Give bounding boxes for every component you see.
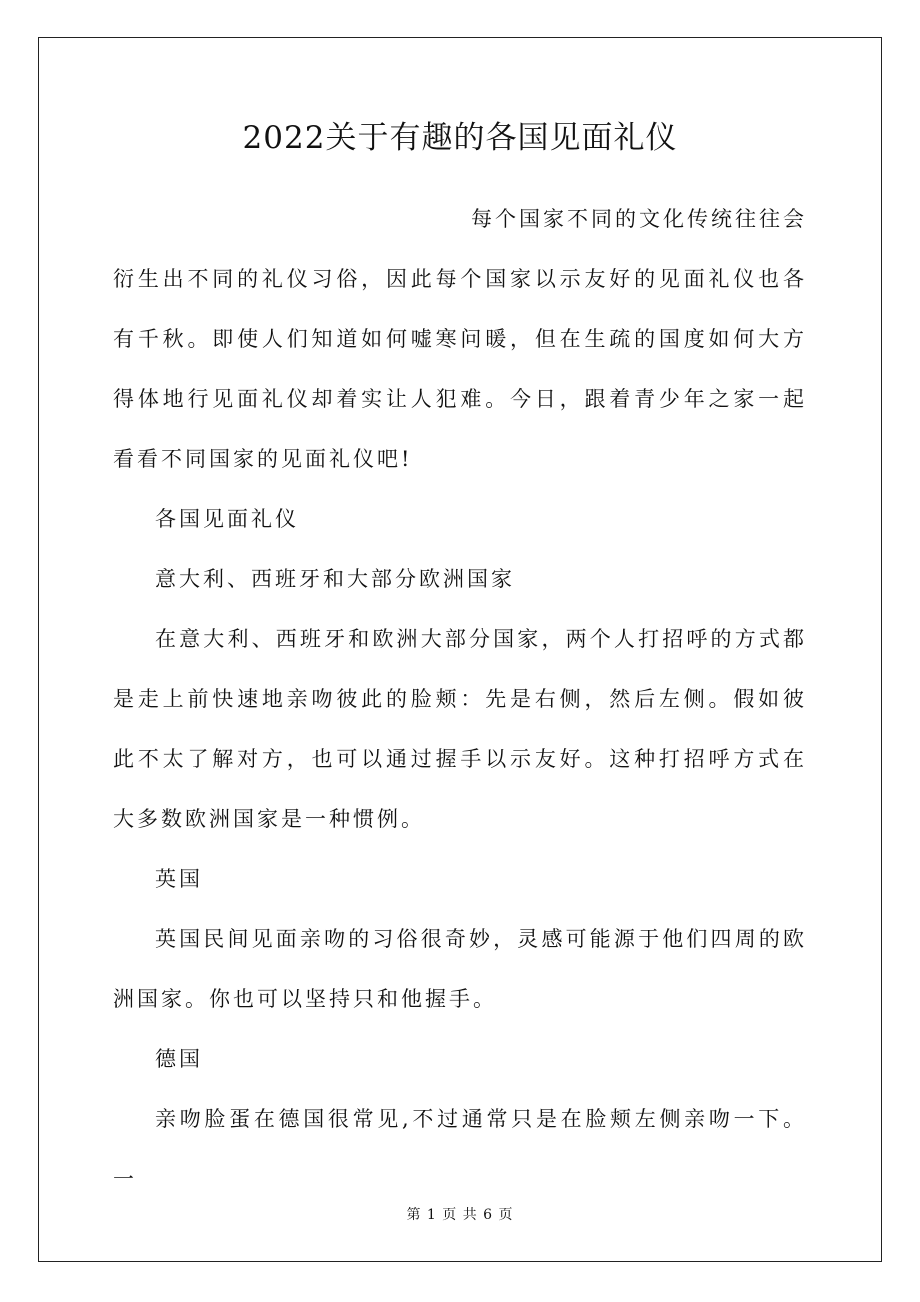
subheading-europe: 意大利、西班牙和大部分欧洲国家 <box>155 567 515 591</box>
section-heading: 各国见面礼仪 <box>155 507 299 531</box>
document-title: 2022关于有趣的各国见面礼仪 <box>242 120 678 156</box>
intro-rest: 衍生出不同的礼仪习俗，因此每个国家以示友好的见面礼仪也各有千秋。即使人们知道如何嘘寒问暖，但在生疏的国度如何大方得体地行见面礼仪却着实让人犯难。今日，跟着青少年之家一起看看不同国家的见面礼仪吧! <box>113 267 807 471</box>
page-footer: 第 1 页 共 6 页 <box>406 1207 514 1223</box>
intro-first-line: 每个国家不同的文化传统往往会 <box>471 207 807 231</box>
subheading-germany: 德国 <box>155 1047 203 1071</box>
document-body <box>113 189 807 1209</box>
paragraph-uk: 英国民间见面亲吻的习俗很奇妙，灵感可能源于他们四周的欧洲国家。你也可以坚持只和他握手。 <box>113 927 807 1011</box>
subheading-uk: 英国 <box>155 867 203 891</box>
paragraph-europe: 在意大利、西班牙和欧洲大部分国家，两个人打招呼的方式都是走上前快速地亲吻彼此的脸颊：先是右侧，然后左侧。假如彼此不太了解对方，也可以通过握手以示友好。这种打招呼方式在大多数欧洲国家是一种惯例。 <box>113 627 807 831</box>
intro-paragraph <box>113 189 807 489</box>
paragraph-germany: 亲吻脸蛋在德国很常见,不过通常只是在脸颊左侧亲吻一下。一 <box>113 1107 807 1191</box>
